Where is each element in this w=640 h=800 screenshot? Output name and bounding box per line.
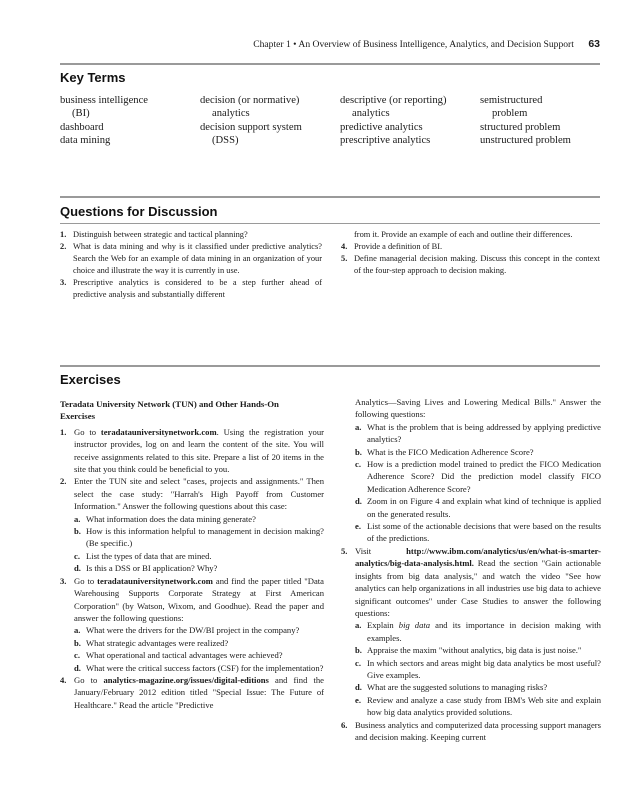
exercise-link[interactable]: http://www.ibm.com/analytics/us/en/what-is-smarter-analytics/big-data-analysis.html. [355,545,601,569]
exercise-link[interactable]: teradatauniversitynetwork.com [100,426,217,437]
key-term: analytics [212,108,250,120]
key-term: unstructured problem [480,135,571,147]
key-term: business intelligence [60,95,148,106]
question-item: 2. What is data mining and why is it classified under predictive analytics? Search the Web for an example of data mining in an organization of your choice and illustrate the way it is currently in use. [60,242,322,276]
exercise-subitem: d. What are the suggested solutions to managing risks? [355,682,548,693]
key-terms-column-2 [200,94,302,148]
exercise-subitem: b. What is the FICO Medication Adherence Score? [355,446,534,457]
questions-right-column [341,229,600,277]
key-term: data mining [60,135,111,147]
exercises-right-column [341,396,601,743]
exercise-subitem: a. Explain big data and its importance in decision making with examples. [355,620,601,643]
section-rule [60,223,600,224]
exercise-subitem: c. What operational and tactical advantages were achieved? [74,650,283,661]
page-number: 63 [588,38,600,50]
running-head [60,38,600,50]
exercise-subitem: e. List some of the actionable decisions that were based on the results of the predictions. [355,521,601,544]
question-item: 5. Define managerial decision making. Discuss this concept in the context of the four-step approach to decision making. [341,254,600,276]
exercise-item: 3. Go to teradatauniversitynetwork.com and find the paper titled "Data Warehousing Supports Corporate Strategy at First American Corporation" (by Watson, Wixom, and Goodhue). Read the paper and answer the following questions: a. What were the drivers for the DW/BI project in the company? b. What strategic advantages were realized? c. What operational and tactical advantages were achieved? d. What were the critical success factors (CSF) for the implementation? [60,575,324,673]
exercise-item: 2. Enter the TUN site and select "cases, projects and assignments." Then select the case study: "Harrah's High Payoff from Customer Information." Answer the following questions about this case: a. What information does the data mining generate? b. How is this information helpful to management in decision making? (Be specific.) c. List the types of data that are mined. d. Is this a DSS or BI application? Why? [60,476,324,574]
questions-left-column [60,229,322,302]
exercise-subitem: b. What strategic advantages were realized? [74,637,229,648]
exercise-item: 4. Go to analytics-magazine.org/issues/digital-editions and find the January/February 2012 edition titled "Special Issue: The Future of Healthcare." Read the article "Predictive [60,674,324,710]
key-term: semistructured [480,95,543,106]
exercise-sublist [341,421,601,545]
key-term: predictive analytics [340,121,423,133]
key-term: (BI) [72,108,90,120]
key-terms-title: Key Terms [60,70,126,85]
chapter-title: Chapter 1 • An Overview of Business Intelligence, Analytics, and Decision Support [253,39,574,50]
exercise-subitem: c. List the types of data that are mined. [74,550,212,561]
exercise-subitem: d. Zoom in on Figure 4 and explain what kind of technique is applied on the generated results. [355,496,601,519]
exercise-subitem: d. Is this a DSS or BI application? Why? [74,563,218,574]
section-rule [60,365,600,367]
key-term: dashboard [60,121,104,133]
section-rule [60,63,600,65]
exercise-subitem: c. How is a prediction model trained to predict the FICO Medication Adherence Score? Did the prediction model classify FICO Medication Adherence Score? [355,459,601,494]
key-terms-column-1 [60,94,148,148]
section-rule [60,196,600,198]
key-term: problem [492,108,528,120]
exercise-item: 1. Go to teradatauniversitynetwork.com. Using the registration your instructor provides, log on and learn the content of the site. You will receive assignments related to this site. Prepare a list of 20 items in the site that you think could be beneficial to you. [60,426,324,475]
questions-title: Questions for Discussion [60,204,218,219]
exercise-item: 6. Business analytics and computerized data processing support managers and decision making. Keeping current [341,719,601,742]
exercises-title: Exercises [60,372,121,387]
exercise-link[interactable]: teradatauniversitynetwork.com [97,575,213,586]
key-term: analytics [352,108,390,120]
exercise-subitem: c. In which sectors and areas might big data analytics be most useful? Give examples. [355,657,601,680]
key-term: structured problem [480,121,561,133]
exercise-subitem: b. How is this information helpful to management in decision making? (Be specific.) [74,526,324,549]
key-term: descriptive (or reporting) [340,95,447,106]
key-term: decision support system [200,121,302,133]
key-terms-column-3 [340,94,447,148]
exercise-subitem: b. Appraise the maxim "without analytics, big data is just noise." [355,645,582,656]
key-term: decision (or normative) [200,95,300,106]
exercise-continuation: Analytics—Saving Lives and Lowering Medical Bills." Answer the following questions: [355,397,601,420]
exercise-link[interactable]: analytics-magazine.org/issues/digital-editions [103,674,269,685]
exercise-subitem: a. What were the drivers for the DW/BI project in the company? [74,625,300,636]
exercise-subitem: e. Review and analyze a case study from IBM's Web site and explain how big data analytics provided solutions. [355,694,601,718]
key-term: (DSS) [212,135,239,147]
exercise-subitem: d. What were the critical success factors (CSF) for the implementation? [74,662,324,673]
exercise-subitem: a. What is the problem that is being addressed by applying predictive analytics? [355,421,601,445]
exercises-subhead: Teradata University Network (TUN) and Other Hands-On Exercises [60,399,279,422]
question-item: 4. Provide a definition of BI. [341,242,443,252]
question-item: 1. Distinguish between strategic and tactical planning? [60,230,248,239]
question-item: from it. Provide an example of each and outline their differences. [354,230,573,239]
exercise-subitem: a. What information does the data mining generate? [74,513,256,524]
exercises-left-column [60,398,324,711]
exercise-item: 5. Visit http://www.ibm.com/analytics/us/en/what-is-smarter-analytics/big-data-analysis.html. Read the section "Gain actionable insights from big data analysis," and watch the video "See how analytics can help organizations in all industries use big data to achieve significant outcomes" under Case Studies to answer the following questions: a. Explain big data and its importance in decision making with examples. b. Appraise the maxim "without analytics, big data is just noise." c. In which sectors and areas might big data analytics be most useful? Give examples. d. What are the suggested solutions to managing risks? e. Review and analyze a case study from IBM's Web site and explain how big data analytics provided solutions. [341,545,601,718]
key-terms-column-4 [480,94,571,148]
question-item: 3. Prescriptive analytics is considered to be a step further ahead of predictive analysis and substantially different [60,278,322,300]
key-term: prescriptive analytics [340,135,431,147]
